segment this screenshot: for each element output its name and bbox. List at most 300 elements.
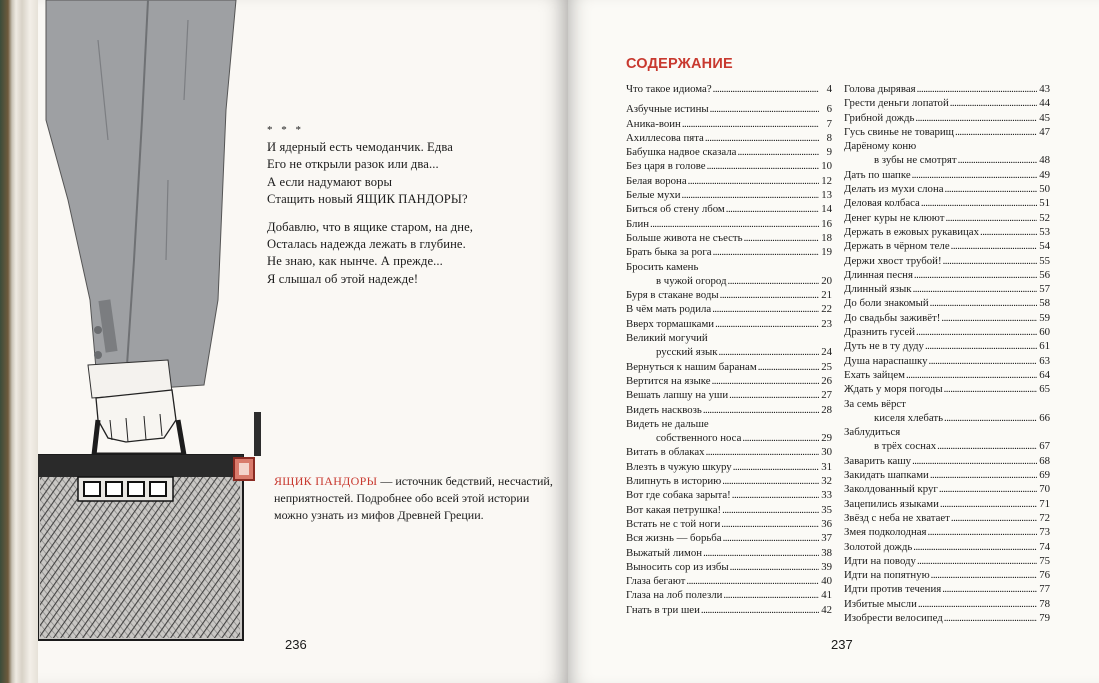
toc-entry-title: Вот какая петрушка! (626, 503, 722, 516)
toc-entry-title: Встать не с той ноги (626, 517, 721, 530)
toc-entry-page: 79 (1039, 611, 1050, 624)
toc-entry-page: 22 (821, 303, 832, 316)
toc-entry-title: Буря в стакане воды (626, 289, 719, 302)
toc-leader-dots (931, 568, 1037, 582)
toc-entry-title: Длинный язык (844, 283, 912, 296)
toc-entry-title: Грести деньги лопатой (844, 97, 949, 110)
toc-leader-dots (916, 325, 1037, 339)
toc-entry-page: 70 (1039, 483, 1050, 496)
toc-leader-dots (742, 431, 819, 445)
toc-entry-page: 65 (1039, 383, 1050, 396)
toc-leader-dots (942, 582, 1037, 596)
toc-entry (844, 425, 1050, 439)
toc-entry-page: 21 (821, 289, 832, 302)
toc-leader-dots (915, 111, 1037, 125)
toc-entry-title: Вешать лапшу на уши (626, 389, 729, 402)
toc-entry-page: 73 (1039, 526, 1050, 539)
toc-entry (844, 254, 1050, 268)
poem-line: Осталась надежда лежать в глубине. (267, 237, 466, 252)
toc-entry-title: Великий могучий (626, 332, 708, 345)
toc-entry-title: в зубы не смотрят (874, 154, 957, 167)
poem-line: А если надумают воры (267, 174, 393, 189)
toc-entry-title: Идти на попятную (844, 569, 930, 582)
toc-title: СОДЕРЖАНИЕ (626, 56, 733, 72)
toc-entry-title: Дуть не в ту дуду (844, 340, 924, 353)
toc-entry (844, 225, 1050, 239)
toc-entry-page: 77 (1039, 583, 1050, 596)
toc-entry-title: Держи хвост трубой! (844, 254, 942, 267)
toc-entry-title: Дарёному коню (844, 140, 917, 153)
poem-marker: * * * (267, 124, 304, 136)
toc-entry-page: 47 (1039, 125, 1050, 138)
toc-leader-dots (958, 153, 1037, 167)
toc-leader-dots (715, 317, 819, 331)
note-text: — источник бедствий, несчастий, неприятностей. Подробнее обо всей этой истории можно узнать из мифов Древней Греции. (274, 474, 553, 522)
toc-entry-page: 61 (1039, 340, 1050, 353)
toc-leader-dots (650, 217, 819, 231)
toc-entry (626, 488, 832, 502)
toc-leader-dots (950, 96, 1037, 110)
toc-entry-title: русский язык (656, 346, 718, 359)
toc-entry (626, 202, 832, 216)
toc-entry-title: Золотой дождь (844, 540, 913, 553)
toc-entry-title: в чужой огород (656, 274, 727, 287)
toc-entry (626, 560, 832, 574)
toc-entry (844, 525, 1050, 539)
toc-leader-dots (917, 554, 1037, 568)
toc-entry-page: 43 (1039, 83, 1050, 95)
toc-entry-title: Змея подколодная (844, 526, 927, 539)
toc-entry (844, 497, 1050, 511)
toc-entry (626, 82, 832, 96)
toc-entry-title: Вот где собака зарыта! (626, 489, 731, 502)
toc-entry (626, 517, 832, 531)
definition-note (274, 473, 564, 524)
toc-leader-dots (758, 360, 819, 374)
toc-entry-page: 57 (1039, 283, 1050, 296)
briefcase-illustration (38, 0, 288, 683)
toc-entry-title: Глаза на лоб полезли (626, 589, 723, 602)
toc-entry-page: 13 (821, 189, 832, 202)
toc-entry-page: 44 (1039, 97, 1050, 110)
toc-entry (844, 354, 1050, 368)
toc-entry (626, 302, 832, 316)
toc-entry-title: Держать в чёрном теле (844, 240, 950, 253)
toc-entry-title: В чём мать родила (626, 303, 712, 316)
toc-leader-dots (925, 339, 1037, 353)
toc-entry-page: 66 (1039, 411, 1050, 424)
toc-entry-page: 63 (1039, 354, 1050, 367)
toc-leader-dots (733, 460, 819, 474)
toc-entry (844, 582, 1050, 596)
toc-entry-title: Азбучные истины (626, 103, 709, 116)
note-term: ЯЩИК ПАНДОРЫ (274, 474, 378, 488)
toc-leader-dots (686, 574, 819, 588)
toc-entry-page: 45 (1039, 111, 1050, 124)
right-page (568, 0, 1099, 683)
toc-entry-title: Закидать шапками (844, 469, 929, 482)
toc-leader-dots (917, 82, 1037, 96)
toc-entry-title: Выжатый лимон (626, 546, 703, 559)
toc-leader-dots (726, 202, 819, 216)
toc-leader-dots (941, 311, 1037, 325)
toc-entry-page: 50 (1039, 183, 1050, 196)
toc-leader-dots (688, 174, 819, 188)
toc-entry (844, 339, 1050, 353)
toc-leader-dots (937, 439, 1037, 453)
left-page (38, 0, 568, 683)
toc-entry-title: Длинная песня (844, 268, 913, 281)
toc-entry (626, 503, 832, 517)
toc-entry (626, 274, 832, 288)
toc-entry (626, 574, 832, 588)
toc-entry-title: Грибной дождь (844, 111, 915, 124)
toc-entry-page: 35 (821, 503, 832, 516)
toc-entry-title: Брать быка за рога (626, 246, 712, 259)
toc-entry-title: Что такое идиома? (626, 83, 712, 95)
toc-leader-dots (707, 159, 819, 173)
toc-entry (626, 403, 832, 417)
toc-leader-dots (723, 588, 819, 602)
poem-line: И ядерный есть чемоданчик. Едва (267, 140, 453, 155)
toc-entry-page: 78 (1039, 597, 1050, 610)
toc-entry (626, 388, 832, 402)
toc-leader-dots (930, 296, 1037, 310)
toc-leader-dots (951, 239, 1037, 253)
toc-entry-title: Без царя в голове (626, 160, 706, 173)
toc-entry (844, 211, 1050, 225)
toc-leader-dots (710, 102, 819, 116)
toc-entry-page: 23 (821, 317, 832, 330)
toc-entry-page: 53 (1039, 225, 1050, 238)
toc-entry (844, 282, 1050, 296)
toc-entry-title: Блин (626, 217, 650, 230)
toc-entry-title: Вернуться к нашим баранам (626, 360, 757, 373)
toc-entry (844, 125, 1050, 139)
toc-entry (844, 382, 1050, 396)
toc-leader-dots (703, 546, 819, 560)
toc-entry (844, 239, 1050, 253)
toc-entry-page: 6 (826, 103, 832, 116)
toc-entry (626, 603, 832, 617)
toc-leader-dots (943, 254, 1037, 268)
toc-leader-dots (682, 117, 819, 131)
toc-entry-title: Биться об стену лбом (626, 203, 725, 216)
toc-entry-title: Вверх тормашками (626, 317, 715, 330)
toc-entry-title: Бабушка надвое сказала (626, 146, 737, 159)
toc-entry (626, 474, 832, 488)
toc-entry-title: Видеть насквозь (626, 403, 702, 416)
toc-entry-title: Видеть не дальше (626, 417, 709, 430)
toc-entry-page: 56 (1039, 268, 1050, 281)
toc-entry-page: 68 (1039, 454, 1050, 467)
toc-leader-dots (921, 196, 1037, 210)
toc-entry-title: Изобрести велосипед (844, 611, 943, 624)
toc-leader-dots (744, 231, 819, 245)
toc-entry-title: Белые мухи (626, 189, 681, 202)
toc-entry-title: Белая ворона (626, 174, 687, 187)
toc-entry-page: 51 (1039, 197, 1050, 210)
toc-entry-title: Избитые мысли (844, 597, 917, 610)
book-edge (0, 0, 38, 683)
toc-entry-page: 39 (821, 560, 832, 573)
toc-entry-title: Денег куры не клюют (844, 211, 945, 224)
toc-entry (844, 311, 1050, 325)
toc-leader-dots (951, 511, 1037, 525)
toc-entry (844, 111, 1050, 125)
toc-leader-dots (729, 388, 819, 402)
toc-leader-dots (732, 488, 819, 502)
toc-entry (844, 397, 1050, 411)
toc-entry-title: За семь вёрст (844, 397, 906, 410)
toc-entry-page: 52 (1039, 211, 1050, 224)
toc-entry-page: 49 (1039, 168, 1050, 181)
toc-entry-title: Влезть в чужую шкуру (626, 460, 732, 473)
poem (267, 122, 567, 299)
toc-entry-page: 7 (826, 117, 832, 130)
toc-entry (844, 182, 1050, 196)
toc-leader-dots (703, 403, 819, 417)
toc-entry (844, 153, 1050, 167)
toc-entry-title: Глаза бегают (626, 575, 686, 588)
toc-entry (626, 431, 832, 445)
toc-column-2 (844, 82, 1050, 625)
toc-entry-title: Душа нараспашку (844, 354, 928, 367)
toc-entry-title: в трёх соснах (874, 440, 937, 453)
toc-leader-dots (912, 168, 1037, 182)
toc-entry-page: 30 (821, 446, 832, 459)
toc-entry-title: Зацепились языками (844, 497, 939, 510)
toc-entry (626, 260, 832, 274)
page-number-left: 236 (285, 637, 307, 652)
toc-leader-dots (945, 211, 1037, 225)
toc-leader-dots (944, 611, 1037, 625)
toc-leader-dots (955, 125, 1037, 139)
toc-entry-title: Бросить камень (626, 260, 699, 273)
toc-leader-dots (945, 182, 1037, 196)
stanza-1 (267, 139, 567, 208)
toc-entry-page: 27 (821, 389, 832, 402)
toc-entry-page: 59 (1039, 311, 1050, 324)
toc-leader-dots (682, 188, 819, 202)
toc-entry (626, 245, 832, 259)
poem-line: Добавлю, что в ящике старом, на дне, (267, 220, 474, 235)
toc-entry-page: 4 (826, 83, 832, 95)
toc-entry (844, 439, 1050, 453)
toc-entry-title: Вся жизнь — борьба (626, 532, 722, 545)
toc-entry-title: собственного носа (656, 432, 742, 445)
toc-entry-title: Голова дырявая (844, 83, 916, 95)
toc-leader-dots (913, 282, 1037, 296)
toc-entry-page: 18 (821, 231, 832, 244)
toc-entry (626, 188, 832, 202)
toc-entry-page: 26 (821, 374, 832, 387)
toc-entry (626, 159, 832, 173)
toc-leader-dots (722, 474, 819, 488)
toc-leader-dots (930, 468, 1037, 482)
toc-entry-title: Влипнуть в историю (626, 475, 722, 488)
toc-entry-page: 40 (821, 575, 832, 588)
toc-entry (626, 546, 832, 560)
toc-leader-dots (939, 482, 1037, 496)
toc-entry (844, 454, 1050, 468)
toc-entry (626, 374, 832, 388)
toc-entry-page: 25 (821, 360, 832, 373)
toc-entry-page: 64 (1039, 368, 1050, 381)
toc-entry (844, 139, 1050, 153)
toc-entry-title: Ахиллесова пята (626, 131, 704, 144)
toc-entry (844, 611, 1050, 625)
toc-entry-page: 28 (821, 403, 832, 416)
toc-leader-dots (722, 503, 819, 517)
toc-leader-dots (723, 531, 819, 545)
toc-entry-page: 16 (821, 217, 832, 230)
toc-entry (844, 568, 1050, 582)
toc-entry (626, 417, 832, 431)
toc-entry (626, 345, 832, 359)
toc-entry-title: Дать по шапке (844, 168, 911, 181)
toc-entry (626, 117, 832, 131)
toc-entry-page: 41 (821, 589, 832, 602)
toc-entry-title: Ехать зайцем (844, 368, 905, 381)
toc-entry (844, 368, 1050, 382)
toc-entry (844, 82, 1050, 96)
toc-entry-page: 38 (821, 546, 832, 559)
toc-leader-dots (980, 225, 1037, 239)
toc-leader-dots (737, 145, 819, 159)
toc-leader-dots (730, 560, 819, 574)
toc-entry-page: 20 (821, 274, 832, 287)
toc-entry-page: 24 (821, 346, 832, 359)
toc-leader-dots (944, 411, 1037, 425)
toc-entry-page: 48 (1039, 154, 1050, 167)
toc-entry (844, 597, 1050, 611)
toc-entry (626, 145, 832, 159)
toc-entry-page: 12 (821, 174, 832, 187)
toc-entry (844, 268, 1050, 282)
toc-entry (844, 325, 1050, 339)
toc-entry-title: Гусь свинье не товарищ (844, 125, 954, 138)
toc-leader-dots (728, 274, 820, 288)
toc-entry-title: До свадьбы заживёт! (844, 311, 941, 324)
toc-entry (844, 540, 1050, 554)
toc-entry-title: Вертится на языке (626, 374, 711, 387)
toc-entry-page: 10 (821, 160, 832, 173)
toc-entry (844, 468, 1050, 482)
toc-entry-title: Держать в ежовых рукавицах (844, 225, 980, 238)
toc-leader-dots (913, 540, 1037, 554)
toc-entry-page: 58 (1039, 297, 1050, 310)
toc-entry-title: Выносить сор из избы (626, 560, 729, 573)
toc-entry-title: Звёзд с неба не хватает (844, 511, 950, 524)
toc-entry (626, 131, 832, 145)
toc-entry (626, 174, 832, 188)
toc-leader-dots (928, 525, 1037, 539)
toc-entry-title: Аника-воин (626, 117, 681, 130)
toc-entry-page: 19 (821, 246, 832, 259)
toc-entry-page: 33 (821, 489, 832, 502)
toc-entry-page: 37 (821, 532, 832, 545)
toc-leader-dots (720, 288, 819, 302)
toc-entry-page: 72 (1039, 511, 1050, 524)
toc-entry (626, 360, 832, 374)
toc-entry (626, 460, 832, 474)
toc-entry (626, 588, 832, 602)
toc-leader-dots (718, 345, 819, 359)
toc-entry-title: Заблудиться (844, 426, 901, 439)
toc-entry-page: 8 (826, 131, 832, 144)
toc-entry (844, 296, 1050, 310)
toc-entry-page: 69 (1039, 469, 1050, 482)
toc-leader-dots (712, 374, 819, 388)
toc-entry (844, 511, 1050, 525)
toc-entry-page: 67 (1039, 440, 1050, 453)
toc-entry-title: киселя хлебать (874, 411, 944, 424)
toc-entry (626, 445, 832, 459)
toc-entry (626, 317, 832, 331)
toc-column-1 (626, 82, 832, 617)
toc-entry-page: 60 (1039, 326, 1050, 339)
toc-entry-page: 32 (821, 475, 832, 488)
toc-entry (844, 96, 1050, 110)
toc-entry-page: 31 (821, 460, 832, 473)
toc-entry-title: Идти на поводу (844, 554, 916, 567)
toc-entry-title: До боли знакомый (844, 297, 929, 310)
toc-entry-title: Идти против течения (844, 583, 942, 596)
toc-leader-dots (906, 368, 1037, 382)
toc-leader-dots (914, 268, 1037, 282)
poem-line: Его не открыли разок или два... (267, 157, 439, 172)
toc-entry-page: 54 (1039, 240, 1050, 253)
toc-entry-page: 14 (821, 203, 832, 216)
toc-entry (626, 231, 832, 245)
toc-leader-dots (701, 603, 819, 617)
toc-entry-title: Витать в облаках (626, 446, 705, 459)
toc-leader-dots (706, 445, 819, 459)
poem-line: Не знаю, как нынче. А прежде... (267, 254, 443, 269)
poem-line: Я слышал об этой надежде! (267, 271, 419, 286)
toc-entry (844, 482, 1050, 496)
toc-entry-page: 71 (1039, 497, 1050, 510)
toc-entry (626, 102, 832, 116)
toc-leader-dots (705, 131, 819, 145)
toc-leader-dots (713, 82, 819, 96)
toc-entry-title: Делать из мухи слона (844, 183, 944, 196)
toc-entry-page: 75 (1039, 554, 1050, 567)
toc-entry-title: Деловая колбаса (844, 197, 920, 210)
toc-entry-title: Ждать у моря погоды (844, 383, 943, 396)
toc-entry (626, 217, 832, 231)
stanza-2 (267, 219, 567, 288)
toc-leader-dots (944, 382, 1037, 396)
page-number-right: 237 (831, 637, 853, 652)
toc-entry-title: Дразнить гусей (844, 326, 916, 339)
toc-leader-dots (918, 597, 1037, 611)
toc-entry (844, 196, 1050, 210)
toc-entry-title: Заварить кашу (844, 454, 912, 467)
toc-leader-dots (713, 245, 819, 259)
toc-entry-page: 55 (1039, 254, 1050, 267)
toc-leader-dots (940, 497, 1037, 511)
toc-entry-page: 74 (1039, 540, 1050, 553)
toc-leader-dots (929, 354, 1038, 368)
toc-leader-dots (712, 302, 819, 316)
toc-entry-title: Заколдованный круг (844, 483, 938, 496)
toc-entry (844, 168, 1050, 182)
toc-entry (626, 288, 832, 302)
toc-entry-page: 9 (826, 146, 832, 159)
toc-entry-page: 36 (821, 517, 832, 530)
